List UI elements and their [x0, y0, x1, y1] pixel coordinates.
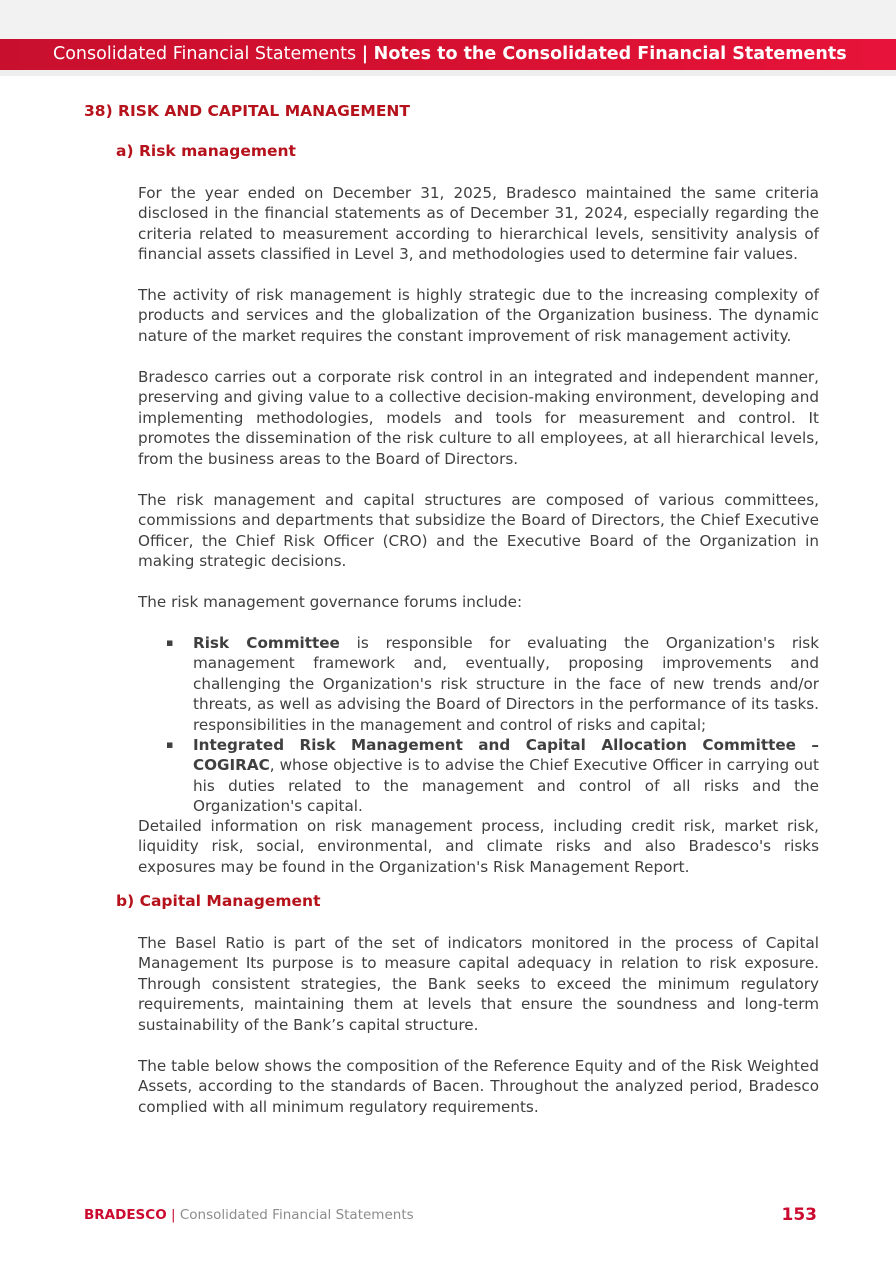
paragraph: For the year ended on December 31, 2025, Bradesco maintained the same criteria disclosed in the financial statements as of December 31, 2024, especially regarding the criteria related to measurement according to hierarchical levels, sensitivity analysis of financial assets classified in Level 3, and methodologies used to determine fair values. — [138, 184, 819, 264]
bullet-term: Risk Committee — [193, 634, 340, 652]
governance-forums-list — [138, 633, 819, 817]
bullet-icon: ▪ — [166, 738, 174, 752]
top-margin — [0, 0, 896, 39]
paragraph: Bradesco carries out a corporate risk control in an integrated and independent manner, preserving and giving value to a collective decision-making environment, developing and implementing methodologies, models and tools for measurement and control. It promotes the dissemination of the risk culture to all employees, at all hierarchical levels, from the business areas to the Board of Directors. — [138, 368, 819, 468]
list-item — [138, 633, 819, 735]
footer-separator: | — [170, 1207, 176, 1223]
capital-management-title: b) Capital Management — [116, 892, 321, 910]
footer-brand: BRADESCO — [84, 1207, 167, 1223]
page-number: 153 — [781, 1205, 817, 1225]
bullet-icon: ▪ — [166, 636, 174, 649]
paragraph: The risk management governance forums include: — [138, 593, 523, 611]
risk-management-title: a) Risk management — [116, 142, 296, 160]
page-footer — [84, 1207, 414, 1223]
header-separator: | — [361, 44, 369, 64]
header-shadow — [0, 70, 896, 76]
note-title: 38) RISK AND CAPITAL MANAGEMENT — [84, 102, 410, 120]
paragraph: The risk management and capital structures are composed of various committees, commissions and departments that subsidize the Board of Directors, the Chief Executive Officer, the Chief Risk Officer (CRO) and the Executive Board of the Organization in making strategic decisions. — [138, 491, 819, 571]
header-section: Consolidated Financial Statements — [53, 44, 357, 64]
paragraph: The activity of risk management is highly strategic due to the increasing complexity of products and services and the globalization of the Organization business. The dynamic nature of the market requires the constant improvement of risk management activity. — [138, 286, 819, 345]
paragraph: Detailed information on risk management process, including credit risk, market risk, liquidity risk, social, environmental, and climate risks and also Bradesco's risks exposures may be found in the Organization's Risk Management Report. — [138, 817, 819, 876]
bullet-text: , whose objective is to advise the Chief Executive Officer in carrying out his duties related to the management and control of all risks and the Organization's capital. — [193, 756, 819, 816]
paragraph: The Basel Ratio is part of the set of indicators monitored in the process of Capital Management Its purpose is to measure capital adequacy in relation to risk exposure. Through consistent strategies, the Bank seeks to exceed the minimum regulatory requirements, maintaining them at levels that ensure the soundness and long-term sustainability of the Bank’s capital structure. — [138, 934, 819, 1034]
header-subsection: Notes to the Consolidated Financial Statements — [373, 44, 847, 64]
page-header — [0, 39, 896, 70]
bullet-text: is responsible for evaluating the Organization's risk management framework and, eventually, proposing improvements and challenging the Organization's risk structure in the face of new trends and/or threats, as well as advising the Board of Directors in the performance of its tasks. responsibilities in the management and control of risks and capital; — [193, 634, 819, 734]
bullet-term: Integrated Risk Management and Capital Allocation Committee – COGIRAC — [193, 736, 819, 775]
footer-label: Consolidated Financial Statements — [179, 1207, 414, 1223]
list-item — [138, 735, 819, 817]
paragraph: The table below shows the composition of the Reference Equity and of the Risk Weighted Assets, according to the standards of Bacen. Throughout the analyzed period, Bradesco complied with all minimum regulatory requirements. — [138, 1057, 819, 1116]
